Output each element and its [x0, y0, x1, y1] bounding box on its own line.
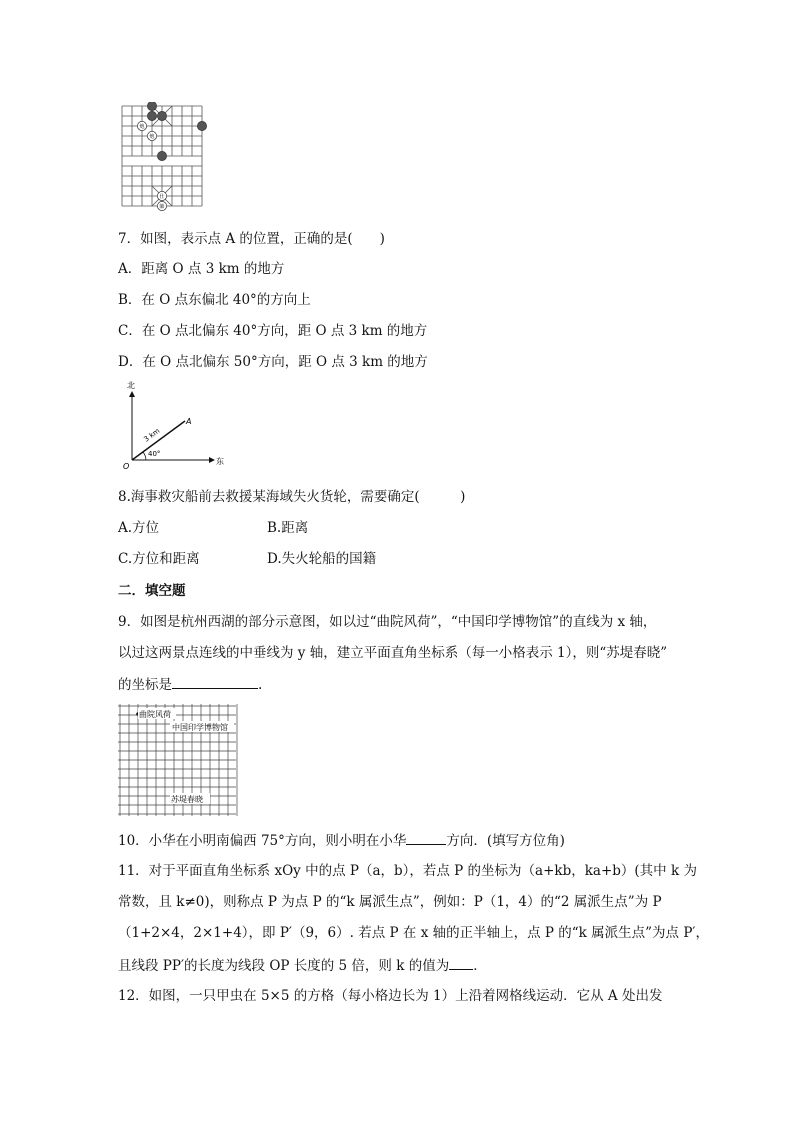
chess-piece-label: 仕	[159, 194, 165, 200]
q7-option-a: A．距离 O 点 3 km 的地方	[118, 261, 285, 277]
map-label-museum: 中国印学博物馆	[172, 723, 228, 732]
q7-stem: 7．如图，表示点 A 的位置，正确的是( )	[118, 231, 385, 247]
q11-line-2: 常数，且 k≠0)，则称点 P 为点 P 的“k 属派生点”，例如：P（1，4）的“2 属派生点”为 P	[118, 894, 662, 910]
q11-line-4	[118, 955, 487, 976]
q12-line-1: 12．如图，一只甲虫在 5×5 的方格（每小格边长为 1）上沿着网格线运动．它从 A 处出发	[118, 988, 663, 1004]
north-label: 北	[127, 381, 135, 390]
chess-piece-label: 帥	[159, 204, 165, 210]
chess-piece	[147, 102, 156, 111]
q8-option-b: B.距离	[267, 520, 309, 536]
q10-answer-blank[interactable]	[406, 830, 446, 845]
chess-piece	[147, 111, 156, 120]
q9-suffix: .	[258, 677, 263, 693]
q10-line	[118, 830, 565, 851]
east-label: 东	[216, 457, 224, 466]
q9-prefix: 的坐标是	[118, 677, 172, 693]
q8-option-d: D.失火轮船的国籍	[267, 551, 377, 567]
q11-line-3: （1+2×4，2×1+4），即 P′（9，6）. 若点 P 在 x 轴的正半轴上，点 P 的“k 属派生点”为点 P′，	[118, 925, 709, 941]
chess-piece	[157, 151, 166, 160]
q8-option-c: C.方位和距离	[118, 551, 200, 567]
chess-piece-label: 炮	[139, 124, 145, 130]
q9-answer-blank[interactable]	[172, 674, 258, 689]
distance-label: 3 km	[142, 426, 162, 444]
q10-prefix: 10．小华在小明南偏西 75°方向，则小明在小华	[118, 833, 407, 849]
q7-direction-figure	[116, 380, 228, 472]
q10-suffix: 方向．(填写方位角)	[446, 833, 565, 849]
west-lake-grid-map	[118, 704, 238, 818]
chess-piece-label: 炮	[149, 134, 155, 140]
chess-piece	[157, 111, 166, 120]
q11-suffix: ．	[473, 958, 487, 974]
q7-option-b: B．在 O 点东偏北 40°的方向上	[118, 292, 311, 308]
q7-option-d: D．在 O 点北偏东 50°方向，距 O 点 3 km 的地方	[118, 354, 428, 370]
chess-board-figure	[118, 102, 212, 214]
point-a-label: A	[186, 417, 192, 426]
q9-line-2: 以过这两景点连线的中垂线为 y 轴，建立平面直角坐标系（每一小格表示 1），则“苏堤春晓”	[118, 645, 668, 661]
q11-prefix: 且线段 PP′的长度为线段 OP 长度的 5 倍，则 k 的值为	[118, 958, 450, 974]
section-title: 二．填空题	[118, 583, 186, 599]
q8-option-a: A.方位	[118, 520, 160, 536]
origin-label: O	[123, 462, 130, 471]
q9-line-1: 9．如图是杭州西湖的部分示意图，如以过“曲院风荷”，“中国印学博物馆”的直线为 x 轴，	[118, 614, 657, 630]
angle-label: 40°	[148, 450, 161, 458]
q11-answer-blank[interactable]	[449, 955, 473, 970]
q8-stem: 8.海事救灾船前去救援某海域失火货轮，需要确定( )	[118, 489, 466, 505]
map-label-sudi: 苏堤春晓	[171, 795, 203, 804]
chess-piece	[197, 121, 206, 130]
q7-option-c: C．在 O 点北偏东 40°方向，距 O 点 3 km 的地方	[118, 323, 428, 339]
map-label-quyuan: 曲院风荷	[139, 710, 171, 719]
q9-line-3	[118, 674, 262, 695]
q11-line-1: 11．对于平面直角坐标系 xOy 中的点 P（a，b），若点 P 的坐标为（a+kb，ka+b）(其中 k 为	[118, 863, 697, 879]
